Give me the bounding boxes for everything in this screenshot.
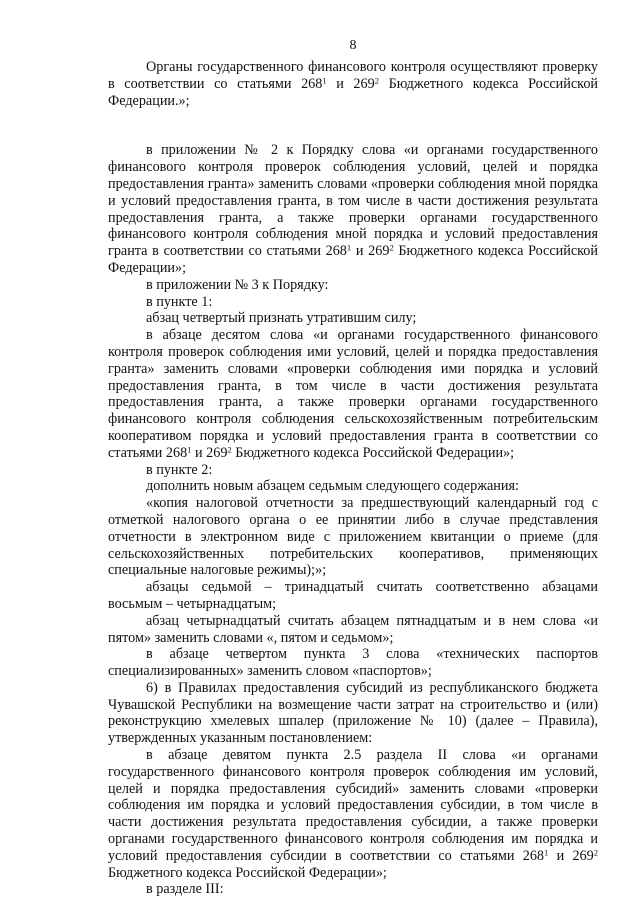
paragraph: дополнить новым абзацем седьмым следующего содержания: [146,478,519,495]
paragraph: в приложении № 2 к Порядку слова «и органами государственного финансового контроля проверок соблюдения условий, целей и порядка предоставления гранта» заменить словами «проверки соблюдения мной порядка и условий предоставления гранта, в том числе в части достижения результата предоставления гранта, а также проверки органами государственного финансового контроля соблюдения мной порядка и условий предоставления гранта в соответствии со статьями $268^1$ и $269^2$ Бюджетного кодекса Российской Федерации»; [108,142,598,276]
paragraph: 6) в Правилах предоставления субсидий из республиканского бюджета Чувашской Республики на возмещение части затрат на строительство и (или) реконструкцию хмелевых шпалер (приложение № 10) (далее – Правила), утвержденных указанным постановлением: [108,679,598,747]
paragraph: в пункте 1: [146,293,213,310]
paragraph: «копия налоговой отчетности за предшествующий календарный год с отметкой налогового органа о ее принятии либо в случае представления отчетности в электронном виде с приложением квитанции о приеме (для сельскохозяйственных потребительских кооперативов, применяющих специальные налоговые режимы);»; [108,495,598,579]
paragraph: в абзаце четвертом пункта 3 слова «технических паспортов специализированных» заменить словом «паспортов»; [108,646,598,680]
paragraph: абзацы седьмой – тринадцатый считать соответственно абзацами восьмым – четырнадцатым; [108,579,598,612]
paragraph: абзац четырнадцатый считать абзацем пятнадцатым и в нем слова «и пятом» заменить словами «, пятом и седьмом»; [108,612,598,646]
paragraph: абзац четвертый признать утратившим силу; [146,310,417,327]
page-number: 8 [349,38,357,53]
paragraph-gap [108,109,598,142]
paragraph: Органы государственного финансового контроля осуществляют проверку в соответствии со статьями $268^1$ и $269^2$ Бюджетного кодекса Российской Федерации.»; [108,59,599,109]
paragraph: в приложении № 3 к Порядку: [146,276,329,293]
paragraph: в абзаце девятом пункта 2.5 раздела II слова «и органами государственного финансового контроля проверок соблюдения им условий, целей и порядка предоставления субсидий» заменить словами «проверки соблюдения им порядка и условий предоставления субсидии, в том числе в части достижения результата предоставления субсидии, а также проверки органами государственного финансового контроля соблюдения им порядка и условий предоставления субсидии в соответствии со статьями $268^1$ и $269^2$ Бюджетного кодекса Российской Федерации»; [108,747,598,881]
paragraph: в пункте 2: [146,461,213,478]
paragraph: в разделе III: [146,881,224,898]
document-body [108,59,598,898]
paragraph: в абзаце десятом слова «и органами государственного финансового контроля проверок соблюдения ими условий, целей и порядка предоставления гранта» заменить словами «проверки соблюдения ими порядка и условий предоставления гранта, в том числе в части достижения результата предоставления гранта, а также проверки органами государственного финансового контроля соблюдения сельскохозяйственным потребительским кооперативом порядка и условий предоставления гранта в соответствии со статьями $268^1$ и $269^2$ Бюджетного кодекса Российской Федерации»; [108,327,598,461]
